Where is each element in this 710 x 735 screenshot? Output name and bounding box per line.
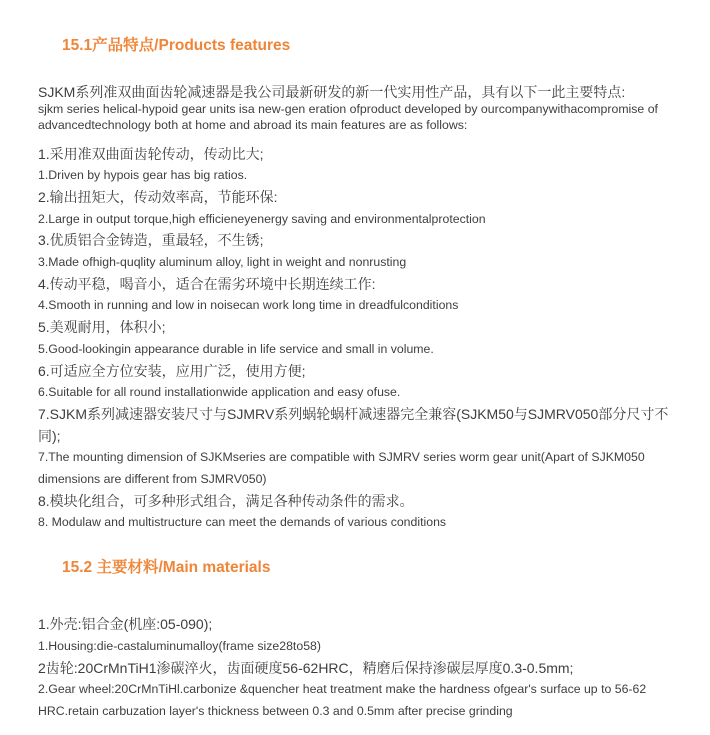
features-list xyxy=(38,144,678,535)
feature-6-en: 6.Suitable for all round installationwide application and easy ofuse. xyxy=(38,385,401,400)
feature-item-5 xyxy=(38,317,678,360)
section-products-features-heading: 15.1产品特点/Products features xyxy=(62,37,291,54)
feature-item-7 xyxy=(38,404,678,491)
feature-7-zh: 7.SJKM系列减速器安装尺寸与SJMRV系列蜗轮蜗杆减速器完全兼容(SJKM50与SJMRV050部分尺寸不同); xyxy=(38,405,669,444)
feature-1-en: 1.Driven by hypois gear has big ratios. xyxy=(38,168,248,183)
feature-8-en: 8. Modulaw and multistructure can meet the demands of various conditions xyxy=(38,515,447,530)
products-features-intro xyxy=(38,84,678,134)
feature-1-zh: 1.采用准双曲面齿轮传动，传动比大; xyxy=(38,145,264,162)
material-1-en: 1.Housing:die-castaluminumalloy(frame size28to58) xyxy=(38,638,321,653)
material-1-zh: 1.外壳:铝合金(机座:05-090); xyxy=(38,616,213,633)
section-main-materials-heading: 15.2 主要材料/Main materials xyxy=(62,559,271,577)
feature-3-zh: 3.优质铝合金铸造，重最轻，不生锈; xyxy=(38,232,264,249)
feature-item-3 xyxy=(38,230,678,273)
material-item-2 xyxy=(38,658,678,723)
intro-text-zh: SJKM系列准双曲面齿轮减速器是我公司最新研发的新一代实用性产品，具有以下一此主要特点: xyxy=(38,84,626,100)
feature-2-zh: 2.输出扭矩大，传动效率高，节能环保: xyxy=(38,188,278,205)
feature-item-6 xyxy=(38,361,678,404)
material-2-en: 2.Gear wheel:20CrMnTiHl.carbonize &quencher heat treatment make the hardness ofgear's surface up to 56-62 HRC.retain carbuzation layer's thickness between 0.3 and 0.5mm after precise grinding xyxy=(38,682,650,718)
feature-3-en: 3.Made ofhigh-quqlity aluminum alloy, light in weight and nonrusting xyxy=(38,255,407,270)
feature-5-en: 5.Good-lookingin appearance durable in life service and small in volume. xyxy=(38,341,434,356)
feature-item-2 xyxy=(38,187,678,230)
feature-4-en: 4.Smooth in running and low in noisecan work long time in dreadfulconditions xyxy=(38,298,459,313)
feature-4-zh: 4.传动平稳，喝音小，适合在需劣环境中长期连续工作: xyxy=(38,275,376,292)
feature-5-zh: 5.美观耐用，体积小; xyxy=(38,319,166,336)
feature-item-8 xyxy=(38,491,678,534)
material-2-zh: 2齿轮:20CrMnTiH1渗碳淬火，齿面硬度56-62HRC，精磨后保持渗碳层厚度0.3-0.5mm; xyxy=(38,659,574,676)
feature-6-zh: 6.可适应全方位安装，应用广泛，使用方便; xyxy=(38,362,306,379)
feature-7-en: 7.The mounting dimension of SJKMseries are compatible with SJMRV series worm gear unit(Apart of SJKM050 dimensions are different from SJMRV050) xyxy=(38,450,649,487)
feature-2-en: 2.Large in output torque,high efficieneyenergy saving and environmentalprotection xyxy=(38,211,486,226)
materials-list xyxy=(38,614,678,723)
feature-item-4 xyxy=(38,274,678,317)
material-item-1 xyxy=(38,614,678,657)
intro-text-en: sjkm series helical-hypoid gear units isa new-gen eration ofproduct developed by ourcompanywithacompromise of advancedtechnology both at home and abroad its main features are as follows: xyxy=(38,101,665,132)
feature-item-1 xyxy=(38,144,678,187)
feature-8-zh: 8.模块化组合，可多种形式组合，满足各种传动条件的需求。 xyxy=(38,492,414,509)
